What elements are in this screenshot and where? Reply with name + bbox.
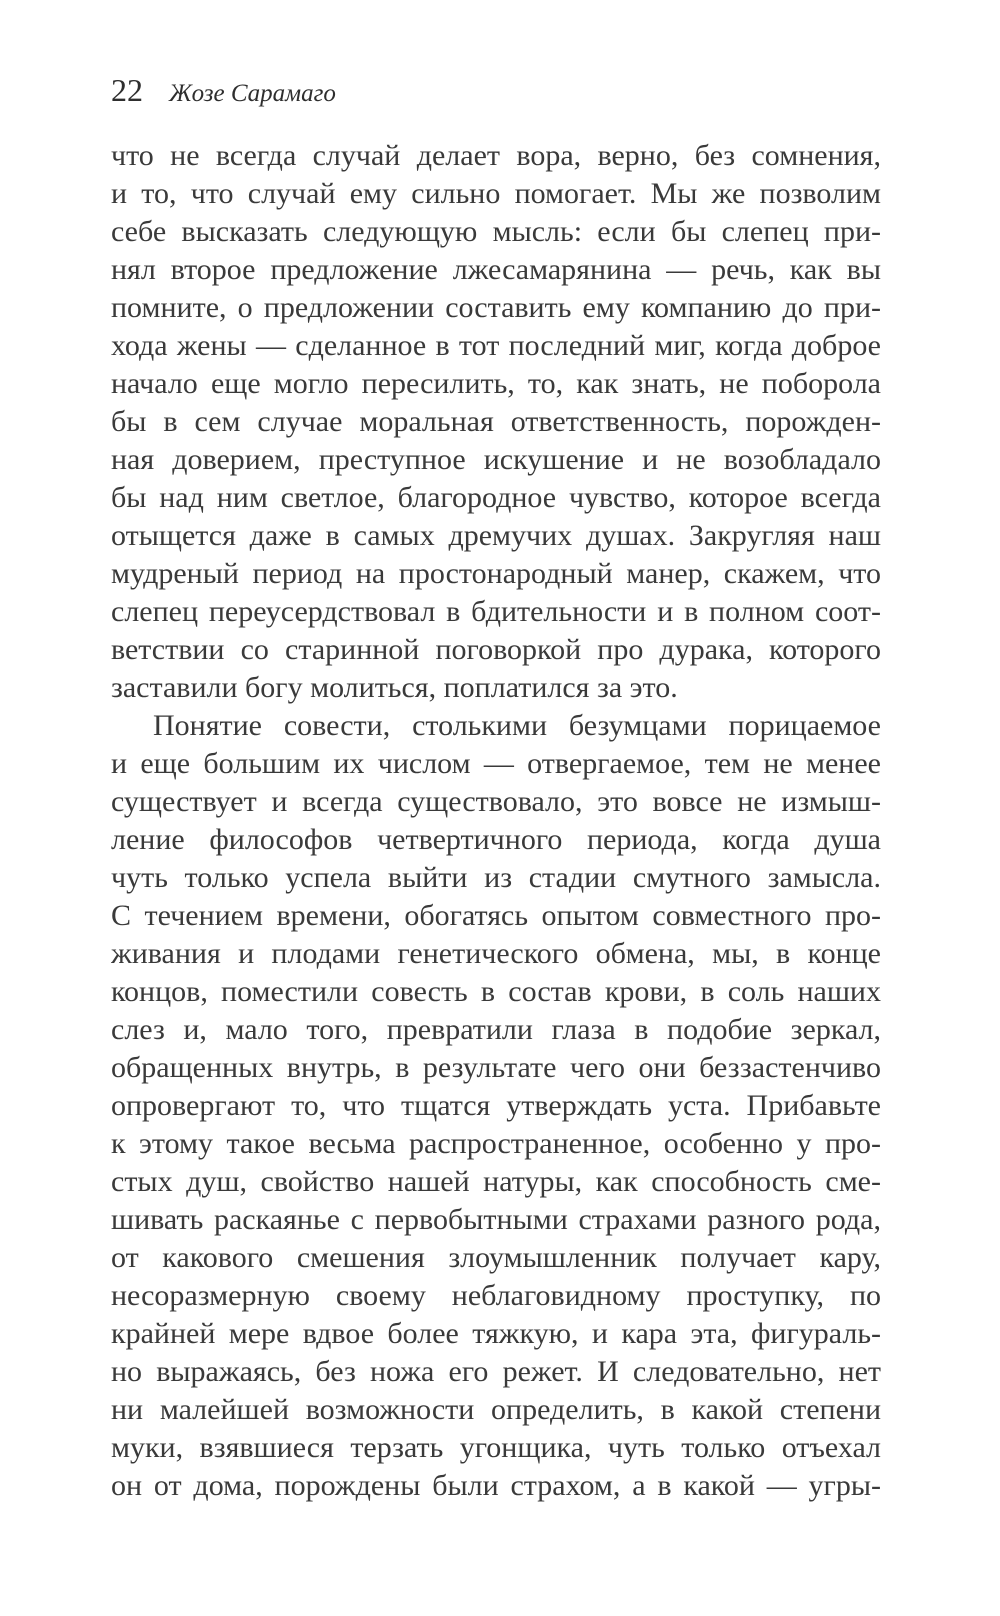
text-line: ная доверием, преступное искушение и не возобладало xyxy=(111,443,881,476)
text-line: к этому такое весьма распространенное, особенно у про- xyxy=(111,1127,881,1160)
text-line: несоразмерную своему неблаговидному проступку, по xyxy=(111,1279,881,1312)
text-line: муки, взявшиеся терзать угонщика, чуть только отъехал xyxy=(111,1431,881,1464)
text-line: от какового смешения злоумышленник получает кару, xyxy=(111,1241,881,1274)
text-line: чуть только успела выйти из стадии смутного замысла. xyxy=(111,861,881,894)
text-line: отыщется даже в самых дремучих душах. Закругляя наш xyxy=(111,519,881,552)
text-line: существует и всегда существовало, это вовсе не измыш- xyxy=(111,785,881,818)
text-line: крайней мере вдвое более тяжкую, и кара эта, фигураль- xyxy=(111,1317,881,1350)
text-line: но выражаясь, без ножа его режет. И следовательно, нет xyxy=(111,1355,881,1388)
text-line: ветствии со старинной поговоркой про дурака, которого xyxy=(111,633,881,666)
text-line: слепец переусердствовал в бдительности и в полном соот- xyxy=(111,595,881,628)
text-line: себе высказать следующую мысль: если бы слепец при- xyxy=(111,215,881,248)
text-line: обращенных внутрь, в результате чего они беззастенчиво xyxy=(111,1051,881,1084)
text-line: начало еще могло пересилить, то, как знать, не поборола xyxy=(111,367,881,400)
body-text xyxy=(111,137,881,1505)
text-line: слез и, мало того, превратили глаза в подобие зеркал, xyxy=(111,1013,881,1046)
text-line: ни малейшей возможности определить, в какой степени xyxy=(111,1393,881,1426)
page-number: 22 xyxy=(111,72,143,108)
text-line: бы над ним светлое, благородное чувство, которое всегда xyxy=(111,481,881,514)
text-line: бы в сем случае моральная ответственность, порожден- xyxy=(111,405,881,438)
text-line: нял второе предложение лжесамарянина — речь, как вы xyxy=(111,253,881,286)
text-line: и еще большим их числом — отвергаемое, тем не менее xyxy=(111,747,881,780)
running-head xyxy=(111,72,336,112)
text-line: ление философов четвертичного периода, когда душа xyxy=(111,823,881,856)
text-line: опровергают то, что тщатся утверждать уста. Прибавьте xyxy=(111,1089,881,1122)
text-line: он от дома, порождены были страхом, а в какой — угры- xyxy=(111,1469,881,1502)
text-line: помните, о предложении составить ему компанию до при- xyxy=(111,291,881,324)
text-line: стых душ, свойство нашей натуры, как способность сме- xyxy=(111,1165,881,1198)
text-line: заставили богу молиться, поплатился за это. xyxy=(111,671,678,704)
text-line: что не всегда случай делает вора, верно, без сомнения, xyxy=(111,139,881,172)
text-line: хода жены — сделанное в тот последний миг, когда доброе xyxy=(111,329,881,362)
text-line: мудреный период на простонародный манер, скажем, что xyxy=(111,557,881,590)
text-line: шивать раскаянье с первобытными страхами разного рода, xyxy=(111,1203,881,1236)
text-line: живания и плодами генетического обмена, мы, в конце xyxy=(111,937,881,970)
running-title-author: Жозе Сарамаго xyxy=(169,80,336,107)
text-line: С течением времени, обогатясь опытом совместного про- xyxy=(111,899,881,932)
text-line: Понятие совести, столькими безумцами порицаемое xyxy=(153,709,881,742)
text-line: концов, поместили совесть в состав крови, в соль наших xyxy=(111,975,881,1008)
text-line: и то, что случай ему сильно помогает. Мы же позволим xyxy=(111,177,881,210)
